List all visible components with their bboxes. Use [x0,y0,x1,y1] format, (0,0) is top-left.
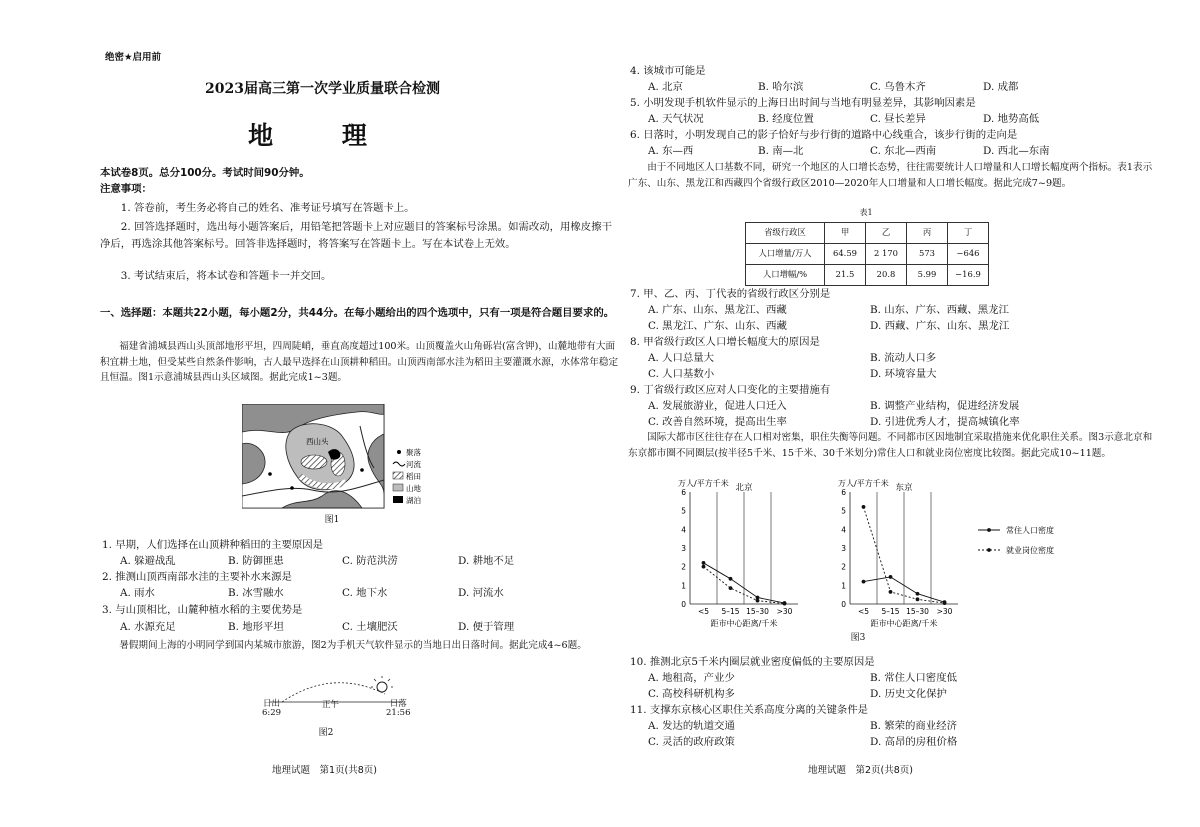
data-point [783,602,787,606]
passage-3: 由于不同地区人口基数不同，研究一个地区的人口增长态势，往往需要统计人口增量和人口增长幅度两个指标。表1表示广东、山东、黑龙江和西藏四个省级行政区2010—2020年人口增量和人口增长幅度。据此完成7~9题。 [628,162,1153,189]
table-cell: 21.5 [825,265,866,286]
q6-option-d[interactable]: D. 西北—东南 [983,145,1050,157]
figure-3-chart [628,478,1108,628]
q8-option-c[interactable]: C. 人口基数小 [648,368,715,380]
table-header-cell: 丙 [907,223,948,244]
y-tick-label: 6 [681,488,686,497]
data-point [702,565,706,569]
table-header-cell: 乙 [866,223,907,244]
q8-options-row1 [648,351,1148,367]
y-tick-label: 3 [681,544,686,553]
panel-title: 东京 [895,483,913,493]
q7-stem: 7. 甲、乙、丙、丁代表的省级行政区分别是 [630,288,831,300]
table-header-cell: 丁 [948,223,989,244]
section-heading: 一、选择题：本题共22小题，每小题2分，共44分。在每小题给出的四个选项中，只有一项是符合题目要求的。 [100,307,615,319]
table-1 [745,222,989,286]
q8-stem: 8. 甲省级行政区人口增长幅度大的原因是 [630,336,820,348]
figure-1-map [242,404,482,512]
q3-stem: 3. 与山顶相比，山麓种植水稻的主要优势是 [102,604,303,616]
q11-option-b[interactable]: B. 繁荣的商业经济 [870,720,957,732]
data-point [702,561,706,565]
fig1-caption: 图1 [324,515,340,525]
y-tick-label: 6 [841,488,846,497]
q7-option-c[interactable]: C. 黑龙江、广东、山东、西藏 [648,320,787,332]
data-point [729,577,733,581]
table-header-row [746,223,989,244]
y-axis-label: 万人/平方千米 [838,479,889,488]
table-cell: 5.99 [907,265,948,286]
passage-4: 国际大都市区往往存在人口相对密集，职住失衡等问题。不同都市区因地制宜采取措施来优化职住关系。图3示意北京和东京都市圈不同圈层(按半径5千米、15千米、30千米划分)常住人口和就业岗位密度比较图。据此完成10~11题。 [628,432,1153,459]
q11-option-c[interactable]: C. 灵活的政府政策 [648,736,735,748]
q2-option-a[interactable]: A. 雨水 [120,587,155,599]
y-tick-label: 5 [841,506,846,516]
y-tick-label: 4 [841,525,846,535]
q8-option-a[interactable]: A. 人口总量大 [648,352,715,364]
passage-2: 暑假期间上海的小明同学到国内某城市旅游，图2为手机天气软件显示的当地日出日落时间。据此完成4~6题。 [119,640,587,651]
x-axis-label: 距市中心距离/千米 [870,619,938,628]
y-tick-label: 1 [841,581,846,591]
noon-label: 正午 [322,700,340,710]
q2-option-d[interactable]: D. 河流水 [458,587,504,599]
table-cell: 2 170 [866,244,907,265]
legend-label: 常住人口密度 [1006,526,1054,535]
data-point [862,505,866,509]
x-tick-label: 5–15 [721,607,740,616]
data-point [943,601,947,605]
q1-option-d[interactable]: D. 耕地不足 [458,555,515,567]
left-page [100,0,640,827]
table-header-cell: 甲 [825,223,866,244]
exam-info: 本试卷8页。总分100分。考试时间90分钟。 [100,167,310,179]
table-header-cell: 省级行政区 [746,223,825,244]
q6-stem: 6. 日落时，小明发现自己的影子恰好与步行街的道路中心线重合，该步行街的走向是 [630,129,1018,141]
q4-stem: 4. 该城市可能是 [630,65,706,77]
table-cell: 64.59 [825,244,866,265]
x-tick-label: 5–15 [881,607,900,616]
q7-option-d[interactable]: D. 西藏、广东、山东、黑龙江 [870,320,1010,332]
q5-option-d[interactable]: D. 地势高低 [983,113,1040,125]
q9-option-a[interactable]: A. 发展旅游业，促进人口迁入 [648,400,787,412]
q6-options [648,144,1148,160]
fig1-place-label: 西山头 [306,437,329,446]
q5-option-a[interactable]: A. 天气状况 [648,113,704,125]
q5-option-b[interactable]: B. 经度位置 [758,113,814,125]
q1-options [120,554,620,570]
y-tick-label: 3 [841,544,846,553]
q3-option-c[interactable]: C. 土壤肥沃 [342,621,398,633]
x-tick-label: 15–30 [906,607,929,616]
x-tick-label: >30 [776,607,793,616]
q9-stem: 9. 丁省级行政区应对人口变化的主要措施有 [630,384,831,396]
subject-title: 地 理 [248,121,397,150]
q10-option-d[interactable]: D. 历史文化保护 [870,688,947,700]
table-row [746,265,989,286]
q6-option-b[interactable]: B. 南—北 [758,145,804,157]
q4-option-b[interactable]: B. 哈尔滨 [758,81,804,93]
q8-option-d[interactable]: D. 环境容量大 [870,368,937,380]
panel-title: 北京 [735,483,753,493]
data-point [916,592,920,596]
passage-1: 福建省浦城县西山头顶部地形平坦，四周陡峭，垂直高度超过100米。山顶覆盖火山角砾岩(富含钾)，山麓地带有大面积宜耕土地，但受某些自然条件影响，古人最早选择在山顶耕种稻田。山顶西南部水洼为稻田主要灌溉水源，水体常年稳定且恒温。图1示意浦城县西山头区域图。据此完成1~3题。 [100,341,619,384]
q10-options-row2 [648,687,1148,703]
fig2-caption: 图2 [318,728,334,738]
y-tick-label: 5 [681,506,686,516]
q9-options-row2 [648,415,1148,431]
q6-option-c[interactable]: C. 东北—西南 [870,145,937,157]
q4-option-c[interactable]: C. 乌鲁木齐 [870,81,926,93]
legend-label: 就业岗位密度 [1006,546,1054,555]
table1-caption: 表1 [859,208,873,217]
q9-option-d[interactable]: D. 引进优秀人才，提高城镇化率 [870,416,1020,428]
q10-option-a[interactable]: A. 地租高，产业少 [648,672,735,684]
legend-lake: 湖泊 [406,496,421,505]
table-cell: 573 [907,244,948,265]
table-cell: −646 [948,244,989,265]
right-footer: 地理试题 第2页(共8页) [808,765,914,776]
q3-options [120,620,620,636]
left-footer: 地理试题 第1页(共8页) [272,765,378,776]
q3-option-a[interactable]: A. 水源充足 [120,621,176,633]
y-tick-label: 2 [681,562,686,572]
y-tick-label: 2 [841,562,846,572]
q4-options [648,80,1148,96]
table-cell: 人口增幅/% [746,265,825,286]
q1-stem: 1. 早期，人们选择在山顶耕种稻田的主要原因是 [102,539,324,551]
q9-option-b[interactable]: B. 调整产业结构，促进经济发展 [870,400,1020,412]
right-page [628,0,1168,827]
x-tick-label: <5 [857,607,870,616]
sunrise-time: 6:29 [262,708,282,719]
q11-options-row1 [648,719,1148,735]
data-point [889,590,893,594]
fig3-caption: 图3 [850,633,866,643]
q4-option-d[interactable]: D. 成都 [983,81,1019,93]
q7-options-row1 [648,303,1148,319]
q1-option-c[interactable]: C. 防范洪涝 [342,555,398,567]
q8-option-b[interactable]: B. 流动人口多 [870,352,937,364]
q7-option-b[interactable]: B. 山东、广东、西藏、黑龙江 [870,304,1009,316]
x-tick-label: >30 [936,607,953,616]
q11-option-a[interactable]: A. 发达的轨道交通 [648,720,735,732]
q3-option-d[interactable]: D. 便于管理 [458,621,515,633]
legend-settlement: 聚落 [406,448,421,457]
secret-label: 绝密★启用前 [105,52,162,63]
q5-option-c[interactable]: C. 昼长差异 [870,113,926,125]
data-point [889,575,893,579]
q10-option-c[interactable]: C. 高校科研机构多 [648,688,735,700]
table-row [746,244,989,265]
x-tick-label: <5 [697,607,710,616]
q11-option-d[interactable]: D. 高昂的房租价格 [870,736,958,748]
q11-options-row2 [648,735,1148,751]
note-1: 1. 答卷前，考生务必将自己的姓名、准考证号填写在答题卡上。 [120,202,415,214]
note-3: 3. 考试结束后，将本试卷和答题卡一并交回。 [120,270,332,282]
note-2: 2. 回答选择题时，选出每小题答案后，用铅笔把答题卡上对应题目的答案标号涂黑。如需改动，用橡皮擦干净后，再选涂其他答案标号。回答非选择题时，将答案写在答题卡上。写在本试卷上无效。 [100,221,612,251]
sunset-label: 日落 [389,699,407,709]
x-tick-label: 15–30 [746,607,769,616]
table-cell: −16.9 [948,265,989,286]
q6-option-a[interactable]: A. 东—西 [648,145,694,157]
q10-option-b[interactable]: B. 常住人口密度低 [870,672,957,684]
legend-mountain: 山地 [406,484,421,493]
q1-option-a[interactable]: A. 躲避战乱 [120,555,176,567]
fig2-sunset [386,700,411,719]
data-point [756,599,760,603]
table-cell: 人口增量/万人 [746,244,825,265]
q5-stem: 5. 小明发现手机软件显示的上海日出时间与当地有明显差异，其影响因素是 [630,97,976,109]
q7-option-a[interactable]: A. 广东、山东、黑龙江、西藏 [648,304,787,316]
sunset-time: 21:56 [386,708,411,719]
q8-options-row2 [648,367,1148,383]
q2-option-c[interactable]: C. 地下水 [342,587,388,599]
legend-river: 河流 [406,460,421,469]
data-point [729,586,733,590]
notes-title: 注意事项： [100,183,152,195]
q10-options-row1 [648,671,1148,687]
fig2-sunrise [262,700,281,719]
y-tick-label: 0 [681,600,686,609]
q10-stem: 10. 推测北京5千米内圈层就业密度偏低的主要原因是 [630,656,875,668]
q2-options [120,586,620,602]
q2-option-b[interactable]: B. 冰雪融水 [228,587,284,599]
data-point [916,597,920,601]
legend-marker [987,548,991,552]
sunrise-label: 日出 [263,699,281,709]
q5-options [648,112,1148,128]
data-point [862,580,866,584]
q1-option-b[interactable]: B. 防御匪患 [228,555,284,567]
y-axis-label: 万人/平方千米 [678,479,729,488]
table-cell: 20.8 [866,265,907,286]
y-tick-label: 1 [681,581,686,591]
q3-option-b[interactable]: B. 地形平坦 [228,621,284,633]
x-axis-label: 距市中心距离/千米 [710,619,778,628]
q2-stem: 2. 推测山顶西南部水洼的主要补水来源是 [102,571,292,583]
q7-options-row2 [648,319,1148,335]
q4-option-a[interactable]: A. 北京 [648,81,683,93]
q9-options-row1 [648,399,1148,415]
exam-title: 2023届高三第一次学业质量联合检测 [205,81,440,97]
legend-paddy: 稻田 [406,472,421,481]
legend-marker [987,528,991,532]
q9-option-c[interactable]: C. 改善自然环境，提高出生率 [648,416,787,428]
q11-stem: 11. 支撑东京核心区职住关系高度分离的关键条件是 [630,704,869,716]
fig1-legend [393,447,421,505]
y-tick-label: 0 [841,600,846,609]
y-tick-label: 4 [681,525,686,535]
